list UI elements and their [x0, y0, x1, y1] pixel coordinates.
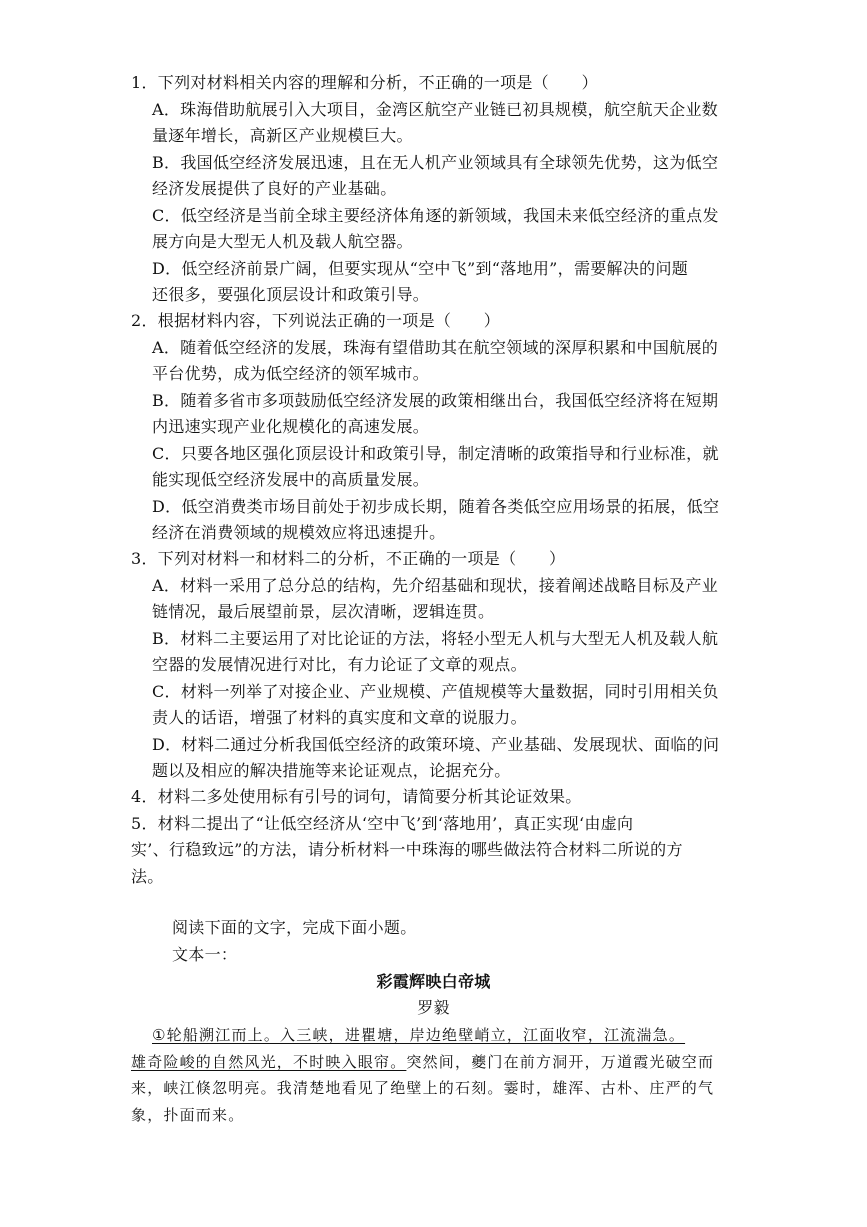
paragraph-1-line2-rest: 突然间，夔门在前方洞开，万道霞光破空而 [406, 1053, 715, 1071]
question-5-line3: 法。 [131, 867, 164, 886]
reading-instruction: 阅读下面的文字，完成下面小题。 [172, 918, 417, 937]
q2-option-c-line1: C．只要各地区强化顶层设计和政策引导，制定清晰的政策指导和行业标准，就 [152, 444, 719, 463]
q3-option-b-line1: B．材料二主要运用了对比论证的方法，将轻小型无人机与大型无人机及载人航 [152, 629, 719, 648]
q3-option-b-line2: 空器的发展情况进行对比，有力论证了文章的观点。 [152, 655, 527, 674]
q3-option-d-line1: D．材料二通过分析我国低空经济的政策环境、产业基础、发展现状、面临的问 [152, 735, 720, 754]
q1-option-a-line2: 量逐年增长，高新区产业规模巨大。 [152, 126, 413, 145]
question-3-stem: 3．下列对材料一和材料二的分析，不正确的一项是（ ） [131, 549, 566, 568]
article-title: 彩霞辉映白帝城 [376, 972, 491, 991]
q1-option-d-line2: 还很多，要强化顶层设计和政策引导。 [152, 285, 430, 304]
question-1-stem: 1．下列对材料相关内容的理解和分析，不正确的一项是（ ） [131, 73, 598, 92]
q3-option-d-line2: 题以及相应的解决措施等来论证观点，论据充分。 [152, 761, 511, 780]
q2-option-d-line2: 经济在消费领域的规模效应将迅速提升。 [152, 523, 446, 542]
q1-option-d-line1: D．低空经济前景广阔，但要实现从“空中飞”到“落地用”，需要解决的问题 [152, 259, 689, 278]
q2-option-b-line1: B．随着多省市多项鼓励低空经济发展的政策相继出台，我国低空经济将在短期 [152, 391, 719, 410]
question-5-line1: 5．材料二提出了“让低空经济从‘空中飞’到‘落地用’，真正实现‘由虚向 [131, 814, 634, 833]
q1-option-a-line1: A．珠海借助航展引入大项目，金湾区航空产业链已初具规模，航空航天企业数 [152, 100, 719, 119]
q2-option-b-line2: 内迅速实现产业化规模化的高速发展。 [152, 417, 430, 436]
paragraph-1-line4: 象，扑面而来。 [131, 1106, 245, 1124]
q1-option-b-line1: B．我国低空经济发展迅速，且在无人机产业领域具有全球领先优势，这为低空 [152, 153, 719, 172]
q2-option-a-line2: 平台优势，成为低空经济的领军城市。 [152, 364, 430, 383]
underlined-sentence-a: ①轮船溯江而上。入三峡，进瞿塘，岸边绝壁峭立，江面收窄，江流湍急。 [152, 1026, 686, 1044]
underlined-sentence-b: 雄奇险峻的自然风光，不时映入眼帘。 [131, 1053, 407, 1071]
article-author: 罗毅 [417, 998, 450, 1017]
q2-option-c-line2: 能实现低空经济发展中的高质量发展。 [152, 470, 430, 489]
q3-option-c-line2: 责人的话语，增强了材料的真实度和文章的说服力。 [152, 708, 527, 727]
paragraph-1-line2 [131, 1052, 714, 1072]
q3-option-a-line1: A．材料一采用了总分总的结构，先介绍基础和现状，接着阐述战略目标及产业 [152, 576, 719, 595]
q3-option-c-line1: C．材料一列举了对接企业、产业规模、产值规模等大量数据，同时引用相关负 [152, 682, 719, 701]
paragraph-1-line3: 来，峡江倏忽明亮。我清楚地看见了绝壁上的石刻。霎时，雄浑、古朴、庄严的气 [131, 1079, 715, 1097]
q1-option-c-line2: 展方向是大型无人机及载人航空器。 [152, 232, 413, 251]
q3-option-a-line2: 链情况，最后展望前景，层次清晰，逻辑连贯。 [152, 602, 495, 621]
question-5-line2: 实’、行稳致远”的方法，请分析材料一中珠海的哪些做法符合材料二所说的方 [131, 840, 683, 859]
question-4: 4．材料二多处使用标有引号的词句，请简要分析其论证效果。 [131, 787, 582, 806]
q1-option-c-line1: C．低空经济是当前全球主要经济体角逐的新领域，我国未来低空经济的重点发 [152, 206, 719, 225]
q1-option-b-line2: 经济发展提供了良好的产业基础。 [152, 179, 397, 198]
q2-option-a-line1: A．随着低空经济的发展，珠海有望借助其在航空领域的深厚积累和中国航展的 [152, 338, 719, 357]
q2-option-d-line1: D．低空消费类市场目前处于初步成长期，随着各类低空应用场景的拓展，低空 [152, 497, 720, 516]
paragraph-1-line1 [152, 1025, 685, 1045]
question-2-stem: 2．根据材料内容，下列说法正确的一项是（ ） [131, 311, 501, 330]
text-one-label: 文本一： [172, 945, 238, 964]
